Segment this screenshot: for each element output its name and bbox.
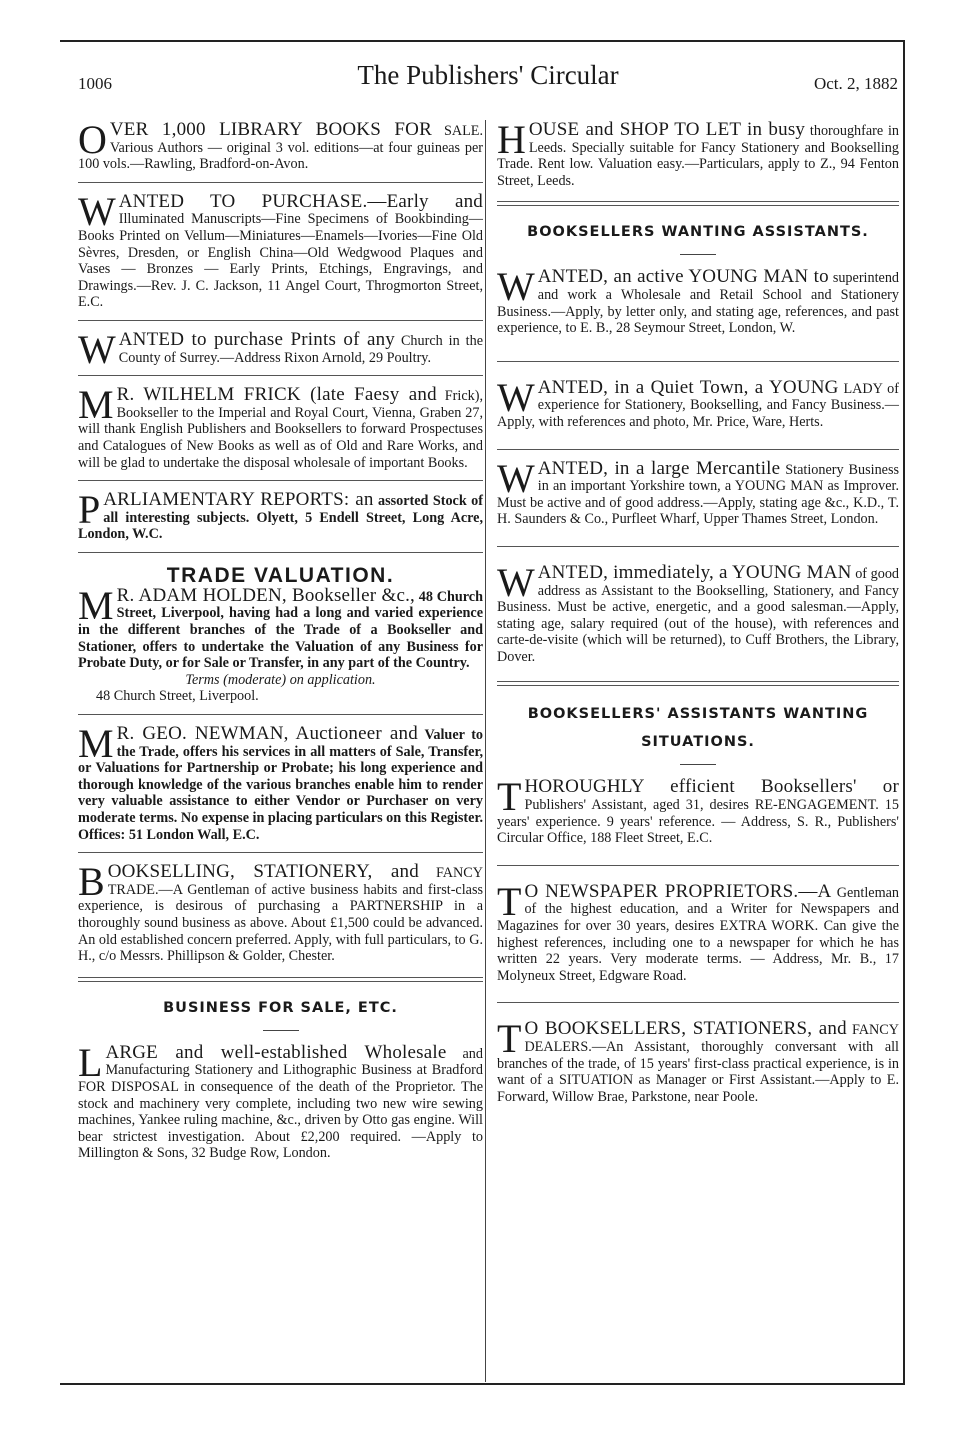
ad-wholesale-business [78,1039,483,1162]
ad-body: Illuminated Manuscripts—Fine Specimens of Bookbinding—Books Printed on Vellum—Miniatures—Enamels—Ivories—Fine Old Sèvres, Dresden, or English China—Old Wedgwood Plaques and Vases — Bronzes — Early Prints, Etchings, Engravings, and Drawings.—Rev. J. C. Jackson, 11 Angel Court, Throgmorton Street, E.C. [78,211,483,311]
drop-cap: M [78,582,114,628]
drop-cap: P [78,487,101,533]
drop-cap: T [497,774,522,820]
ad-lead: ANTED, in a large Mercantile [537,457,781,479]
drop-cap: H [497,117,526,162]
ad-body: FANCY TRADE.—A Gentleman of active business habits and first-class experience, is desirous of purchasing a PARTNERSHIP in a thoroughly sound business as above. About £1,500 could be advanced. An old established concern preferred. Apply, with full particulars, to G. H., c/o Messrs. Phillipson & Golder, Chester. [78,865,484,965]
drop-cap: B [78,859,105,905]
ad-lead: O BOOKSELLERS, STATIONERS, and [524,1018,847,1040]
rule [78,182,483,183]
situations-heading-line1: BOOKSELLERS' ASSISTANTS WANTING [527,706,869,723]
newspaper-page [60,40,905,1385]
business-for-sale-heading: BUSINESS FOR SALE, ETC. [163,999,398,1016]
left-column [78,117,484,1162]
ad-lead: ARGE and well-established Wholesale [105,1041,447,1063]
ad-adam-holden [78,582,483,672]
ad-lead: ARLIAMENTARY REPORTS: an [103,489,374,511]
ad-body: Frick), Bookseller to the Imperial and Royal Court, Vienna, Graben 27, will thank English Publishers and Booksellers to forward Prospectuses and Catalogues of New Books as well as of Old and Rare Works, and will be glad to undertake the disposal wholesale of important Books. [78,388,483,471]
rule [497,546,899,547]
ad-terms: Terms (moderate) on application. [185,671,376,688]
ad-body: Church in the County of Surrey.—Address Rixon Arnold, 29 Poultry. [118,332,484,366]
double-rule [78,977,483,982]
publication-title: The Publishers' Circular [357,60,619,90]
drop-cap: T [497,878,522,924]
rule [78,852,483,853]
column-divider [485,120,486,1382]
short-rule [263,1030,299,1031]
ad-wanted-young-man [497,264,900,337]
drop-cap: M [78,721,114,767]
ad-body: Stationery Business in an important Yorkshire town, a YOUNG MAN as Improver. Must be active and of good address.—Apply, stating age &c., K.D., T. H. Saunders & Co., Purfleet Wharf, Upper Thames Street, London. [497,461,899,528]
rule [497,361,899,362]
page-number: 1006 [78,74,112,93]
drop-cap: W [497,264,535,310]
ad-body: SALE. Various Authors — original 3 vol. editions—at four guineas per 100 vols.—Rawling, Bradford-on-Avon. [78,123,484,173]
ad-wanted-prints [78,326,484,372]
ad-lead: ANTED, in a Quiet Town, a YOUNG [537,376,839,398]
trade-valuation-heading: TRADE VALUATION. [166,563,395,587]
ad-body: Gentleman of the highest education, and a Writer for Newspapers and Magazines for over 30 years, desires EXTRA WORK. Can give the highest references, including one to a newspaper for which he has written 22 years. Very moderate terms. — Address, Mr. B., 17 Molyneux Street, Edgware Road. [497,884,899,984]
drop-cap: W [78,326,116,372]
ad-lead: VER 1,000 LIBRARY BOOKS FOR [109,119,432,140]
ad-body: assorted Stock of all interesting subjects. Olyett, 5 Endell Street, Long Acre, London, W.C. [78,493,483,543]
ad-parliamentary-reports [78,487,483,543]
drop-cap: T [497,1016,522,1062]
double-rule [497,681,899,686]
rule [497,449,899,450]
rule [497,865,899,866]
booksellers-wanting-heading: BOOKSELLERS WANTING ASSISTANTS. [527,224,869,241]
ad-lead: OOKSELLING, STATIONERY, and [107,861,419,883]
drop-cap: M [78,382,114,428]
drop-cap: O [78,117,107,162]
issue-date: Oct. 2, 1882 [813,74,898,93]
ad-geo-newman [78,721,484,843]
ad-bookselling-stationery [78,859,484,965]
ad-body: 48 Church Street, Liverpool, having had a long and varied experience in the different branches of the Trade of a Bookseller and Stationer, offers to undertake the Valuation of any Business for Probate Duty, or for Sale or Transfer, in any part of the Country. [78,588,483,672]
bottom-border [60,1383,905,1385]
ad-body: thoroughfare in Leeds. Specially suitable for Fancy Stationery and Bookselling Trade. Rent low. Valuation easy.—Particulars, apply to Z., 94 Fenton Street, Leeds. [497,123,900,189]
ad-body: LADY of experience for Stationery, Bookselling, and Fancy Business.—Apply, with references and photo, Mr. Price, Ware, Herts. [497,380,899,430]
ad-body: FANCY DEALERS.—An Assistant, thoroughly conversant with all branches of the trade, of 15 years' first-class practical experience, is in want of a SITUATION as Manager or First Assistant.—Apply to E. Forward, Willow Brae, Parkstone, near Poole. [497,1022,899,1105]
ad-address: 48 Church Street, Liverpool. [96,688,259,705]
ad-lead: ANTED, an active YOUNG MAN to [537,266,829,288]
ad-wanted-manuscripts [78,188,483,311]
ad-body: Publishers' Assistant, aged 31, desires RE-ENGAGEMENT. 15 years' experience. 9 years' reference. — Address, S. R., Publishers' Circular Office, 188 Fleet Street, E.C. [497,797,899,847]
ad-library-books [78,117,484,173]
ad-body: superintend and work a Wholesale and Retail School and Stationery Business.—Apply, by letter only, and stating age, references, and past experience, to E. B., 28 Seymour Street, London, W. [497,270,900,337]
short-rule [680,254,716,255]
ad-lead: HOROUGHLY efficient Booksellers' or [524,776,899,798]
right-border [903,40,905,1385]
ad-body: of good address as Assistant to the Bookselling, Stationery, and Fancy Business. Must be active, energetic, and a good salesman.—Apply, stating age, salary required (out of the house), with references and carte-de-visite (which will be returned), to Cuff Brothers, the Library, Dover. [497,565,900,665]
ad-lead: O NEWSPAPER PROPRIETORS.—A [524,880,832,902]
page-header [78,60,898,100]
drop-cap: L [78,1039,103,1085]
drop-cap: W [497,455,535,501]
right-column [497,117,900,1105]
rule [497,1002,899,1003]
rule [78,552,483,553]
ad-body: Valuer to the Trade, offers his services in all matters of Sale, Transfer, or Valuations for Partnership or Probate; his long experience and thorough knowledge of the various branches enable him to render very valuable assistance to either Vendor or Purchaser on very moderate terms. No expense in placing particulars on this Register. Offices: 51 London Wall, E.C. [78,727,484,843]
rule [78,480,483,481]
ad-wanted-young-lady [497,374,899,431]
rule [78,375,483,376]
ad-wanted-improver [497,455,899,528]
ad-lead: ANTED to purchase Prints of any [118,328,396,350]
ad-thoroughly-efficient [497,774,899,847]
ad-lead: ANTED, immediately, a YOUNG MAN [537,561,852,583]
ad-lead: ANTED TO PURCHASE.—Early and [118,190,483,212]
ad-body: and Manufacturing Stationery and Lithographic Business at Bradford FOR DISPOSAL in consequence of the death of the Proprietor. The stock and machinery very complete, including two new wire sewing machines, Yankee ruling machine, &c., driven by Otto gas engine. Will bear strictest investigation. About £2,200 required. —Apply to Millington & Sons, 32 Budge Row, London. [78,1045,483,1162]
ad-house-to-let [497,117,900,189]
ad-wanted-immediately [497,559,900,666]
rule [78,714,483,715]
drop-cap: W [78,188,116,234]
ad-newspaper-proprietors [497,878,899,985]
ad-lead: R. ADAM HOLDEN, Bookseller &c., [116,584,415,606]
top-border [60,40,905,42]
rule [78,320,483,321]
drop-cap: W [497,374,535,420]
ad-to-booksellers [497,1016,899,1105]
ad-wilhelm-frick [78,382,483,471]
ad-lead: OUSE and SHOP TO LET in busy [528,119,806,140]
ad-lead: R. GEO. NEWMAN, Auctioneer and [116,723,418,745]
double-rule [497,201,899,206]
ad-lead: R. WILHELM FRICK (late Faesy and [116,384,437,406]
situations-heading-line2: SITUATIONS. [641,734,755,751]
short-rule [680,764,716,765]
drop-cap: W [497,559,535,605]
